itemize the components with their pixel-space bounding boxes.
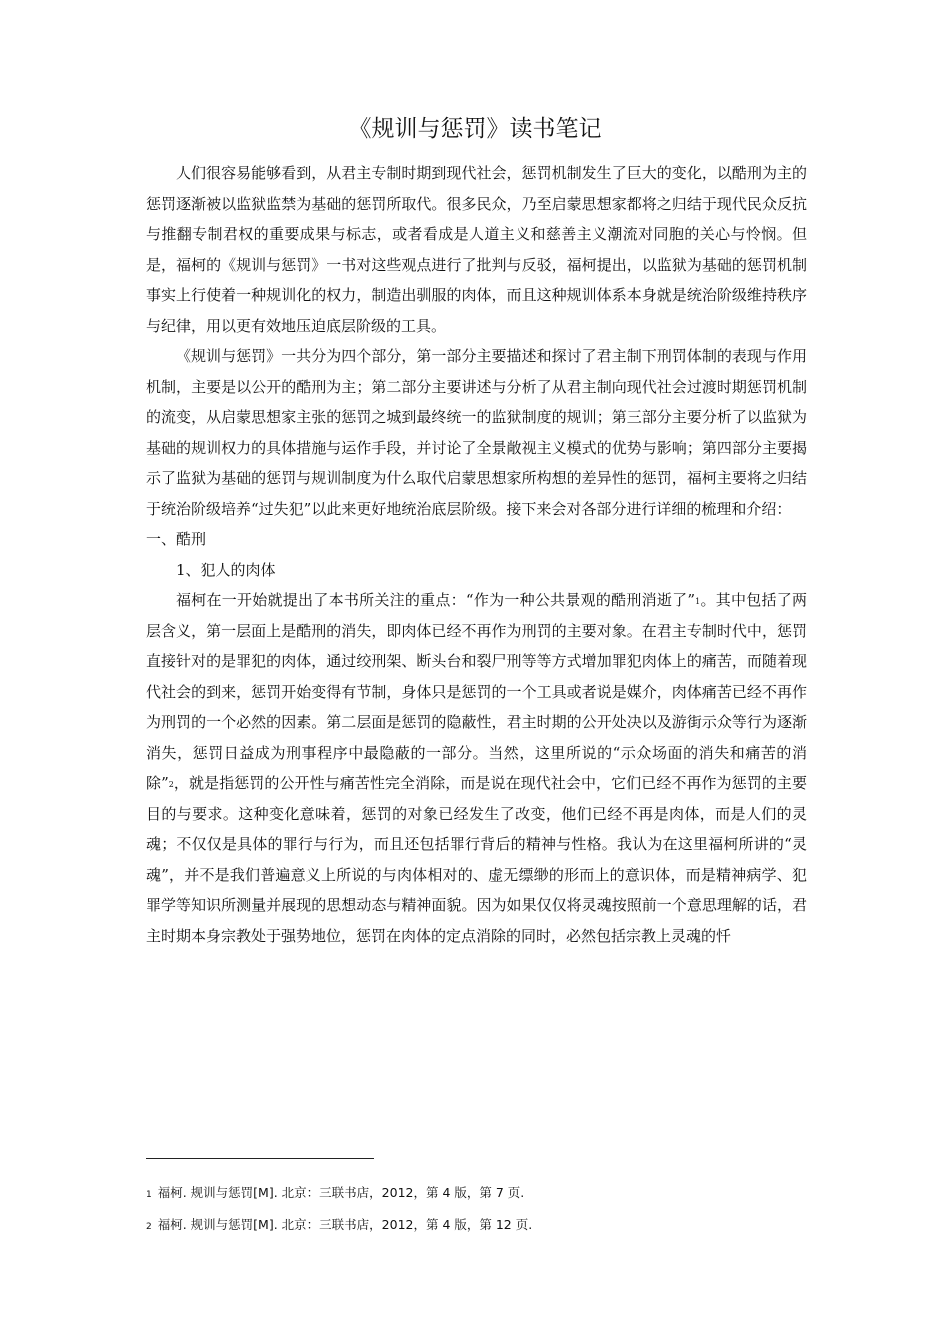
- footnotes: [146, 1178, 807, 1242]
- footnote: [146, 1178, 807, 1210]
- footnote: [146, 1210, 807, 1242]
- paragraph-text-part: 。其中包括了两层含义，第一层面上是酷刑的消失，即肉体已经不再作为刑罚的主要对象。在君主专制时代中，惩罚直接针对的是罪犯的肉体，通过绞刑架、断头台和裂尸刑等等方式增加罪犯肉体上的痛苦，而随着现代社会的到来，惩罚开始变得有节制，身体只是惩罚的一个工具或者说是媒介，肉体痛苦已经不再作为刑罚的一个必然的因素。第二层面是惩罚的隐蔽性，君主时期的公开处决以及游街示众等行为逐渐消失，惩罚日益成为刑事程序中最隐蔽的一部分。当然，这里所说的“示众场面的消失和痛苦的消除”: [146, 591, 807, 792]
- subsection-heading: 1、犯人的肉体: [176, 560, 276, 579]
- footnote-text: 福柯. 规训与惩罚[M]. 北京：三联书店，2012，第 4 版，第 7 页.: [157, 1185, 525, 1200]
- footnote-number: 1: [146, 1190, 152, 1200]
- footnote-reference[interactable]: 2: [168, 780, 174, 789]
- document-body: [146, 158, 807, 951]
- section-heading: 一、酷刑: [146, 530, 207, 548]
- footnote-number: 2: [146, 1222, 152, 1232]
- paragraph-structure: 《规训与惩罚》一共分为四个部分，第一部分主要描述和探讨了君主制下刑罚体制的表现与作用机制，主要是以公开的酷刑为主；第二部分主要讲述与分析了从君主制向现代社会过渡时期惩罚机制的流变，从启蒙思想家主张的惩罚之城到最终统一的监狱制度的规训；第三部分主要分析了以监狱为基础的规训权力的具体措施与运作手段，并讨论了全景敞视主义模式的优势与影响；第四部分主要揭示了监狱为基础的惩罚与规训制度为什么取代启蒙思想家所构想的差异性的惩罚，福柯主要将之归结于统治阶级培养“过失犯”以此来更好地统治底层阶级。接下来会对各部分进行详细的梳理和介绍：: [146, 347, 807, 518]
- footnote-divider: [146, 1158, 374, 1159]
- document-title: 《规训与惩罚》读书笔记: [348, 116, 602, 142]
- paragraph-text-part: ，就是指惩罚的公开性与痛苦性完全消除，而是说在现代社会中，它们已经不再作为惩罚的主要目的与要求。这种变化意味着，惩罚的对象已经发生了改变，他们已经不再是肉体，而是人们的灵魂；不仅仅是具体的罪行与行为，而且还包括罪行背后的精神与性格。我认为在这里福柯所讲的“灵魂”，并不是我们普遍意义上所说的与肉体相对的、虚无缥缈的形而上的意识体，而是精神病学、犯罪学等知识所测量并展现的思想动态与精神面貌。因为如果仅仅将灵魂按照前一个意思理解的话，君主时期本身宗教处于强势地位，惩罚在肉体的定点消除的同时，必然包括宗教上灵魂的忏: [146, 774, 807, 945]
- footnote-reference[interactable]: 1: [695, 597, 701, 606]
- paragraph-intro: 人们很容易能够看到，从君主专制时期到现代社会，惩罚机制发生了巨大的变化，以酷刑为主的惩罚逐渐被以监狱监禁为基础的惩罚所取代。很多民众，乃至启蒙思想家都将之归结于现代民众反抗与推翻专制君权的重要成果与标志，或者看成是人道主义和慈善主义潮流对同胞的关心与怜悯。但是，福柯的《规训与惩罚》一书对这些观点进行了批判与反驳，福柯提出，以监狱为基础的惩罚机制事实上行使着一种规训化的权力，制造出驯服的肉体，而且这种规训体系本身就是统治阶级维持秩序与纪律，用以更有效地压迫底层阶级的工具。: [146, 164, 807, 335]
- paragraph-text-part: 福柯在一开始就提出了本书所关注的重点：“作为一种公共景观的酷刑消逝了”: [176, 591, 696, 609]
- footnote-text: 福柯. 规训与惩罚[M]. 北京：三联书店，2012，第 4 版，第 12 页.: [157, 1217, 533, 1232]
- paragraph-body: [146, 585, 807, 951]
